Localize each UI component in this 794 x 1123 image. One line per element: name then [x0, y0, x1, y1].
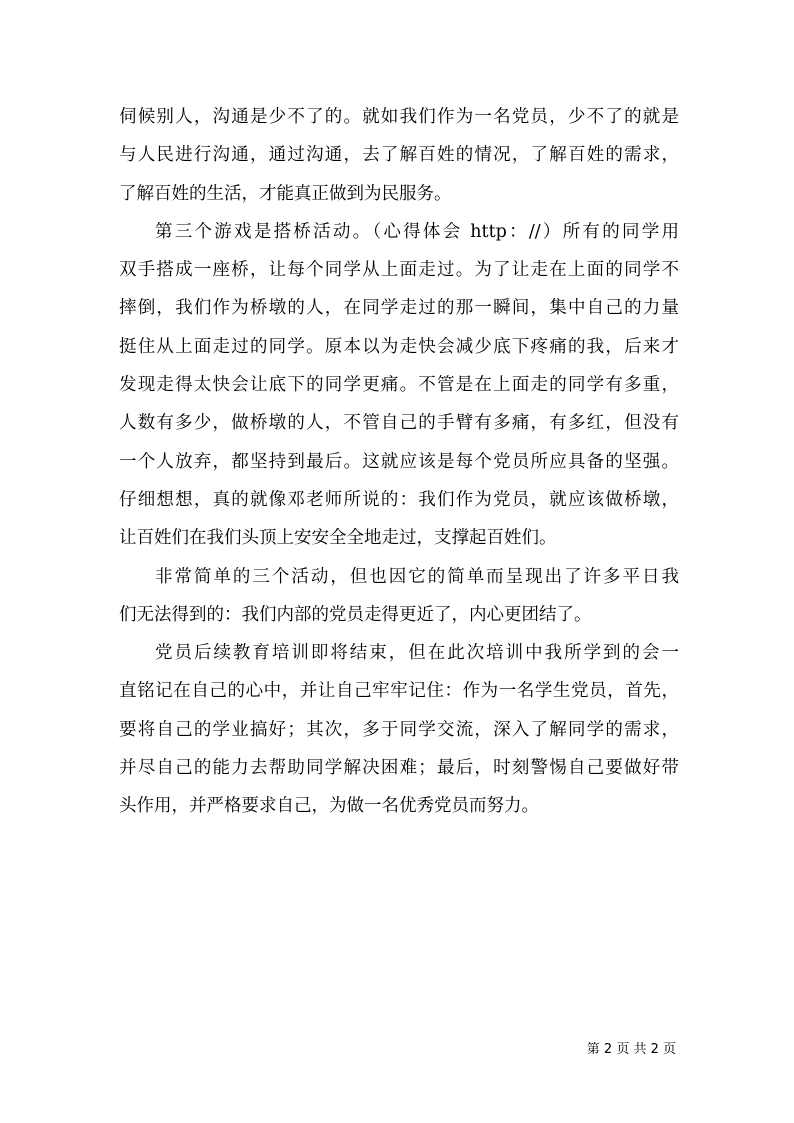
paragraph-4-line-1: 党员后续教育培训即将结束，但在此次培训中我所学到的会一 [155, 643, 679, 664]
paragraph-1-line-3: 了解百姓的生活，才能真正做到为民服务。 [119, 183, 452, 204]
paragraph-2-line-4: 挺住从上面走过的同学。原本以为走快会减少底下疼痛的我，后来才 [119, 336, 679, 357]
paragraph-3-line-2: 们无法得到的：我们内部的党员走得更近了，内心更团结了。 [119, 604, 592, 625]
paragraph-4-line-3: 要将自己的学业搞好；其次，多于同学交流，深入了解同学的需求， [119, 719, 679, 740]
paragraph-2-line-2: 双手搭成一座桥，让每个同学从上面走过。为了让走在上面的同学不 [119, 260, 679, 281]
paragraph-4-line-4: 并尽自己的能力去帮助同学解决困难；最后，时刻警惕自己要做好带 [119, 758, 679, 779]
paragraph-4-line-2: 直铭记在自己的心中，并让自己牢牢记住：作为一名学生党员，首先， [119, 681, 679, 702]
paragraph-2-line-8: 仔细想想，真的就像邓老师所说的：我们作为党员，就应该做桥墩， [119, 489, 679, 510]
paragraph-1-line-1: 伺候别人，沟通是少不了的。就如我们作为一名党员，少不了的就是 [119, 107, 679, 127]
paragraph-1-line-2: 与人民进行沟通，通过沟通，去了解百姓的情况，了解百姓的需求， [119, 145, 679, 166]
paragraph-2-line-7: 一个人放弃，都坚持到最后。这就应该是每个党员所应具备的坚强。 [119, 451, 679, 472]
paragraph-4-line-5: 头作用，并严格要求自己，为做一名优秀党员而努力。 [119, 796, 539, 817]
paragraph-2-line-3: 摔倒，我们作为桥墩的人，在同学走过的那一瞬间，集中自己的力量 [119, 298, 679, 319]
page-number-footer: 第 2 页 共 2 页 [586, 1042, 676, 1057]
paragraph-2-line-6: 人数有多少，做桥墩的人，不管自己的手臂有多痛，有多红，但没有 [119, 413, 679, 434]
paragraph-2-line-5: 发现走得太快会让底下的同学更痛。不管是在上面走的同学有多重， [119, 375, 679, 396]
document-body [119, 98, 679, 826]
paragraph-2-line-1: 第三个游戏是搭桥活动。（心得体会 http：//）所有的同学用 [155, 221, 679, 242]
paragraph-3-line-1: 非常简单的三个活动，但也因它的简单而呈现出了许多平日我 [155, 566, 679, 587]
paragraph-2-line-9: 让百姓们在我们头顶上安安全全地走过，支撑起百姓们。 [119, 528, 557, 549]
